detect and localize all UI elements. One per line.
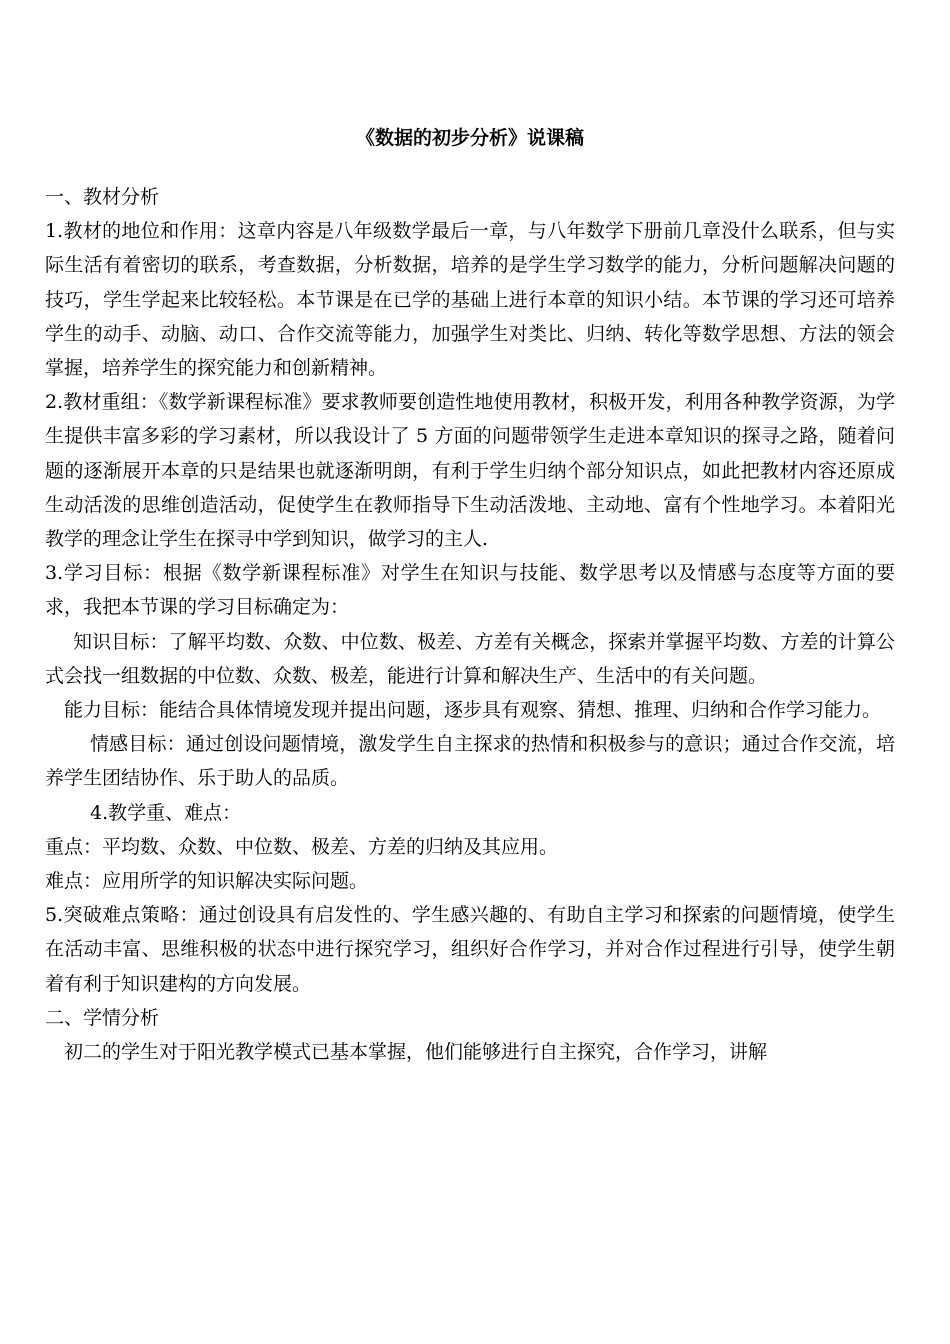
section-heading-textbook-analysis: 一、教材分析 (45, 186, 160, 208)
paragraph-knowledge-objective: 知识目标：了解平均数、众数、中位数、极差、方差有关概念，探索并掌握平均数、方差的计算公式会找一组数据的中位数、众数、极差，能进行计算和解决生产、生活中的有关问题。 (45, 630, 895, 687)
paragraph-textbook-reorganization: 2.教材重组：《数学新课程标准》要求教师要创造性地使用教材，积极开发，利用各种教学资源，为学生提供丰富多彩的学习素材，所以我设计了 5 方面的问题带领学生走进本章知识的探寻之路，随着问题的逐渐展开本章的只是结果也就逐渐明朗，有利于学生归纳个部分知识点，如此把教材内容还原成生动活泼的思维创造活动，促使学生在教师指导下生动活泼地、主动地、富有个性地学习。本着阳光教学的理念让学生在探寻中学到知识，做学习的主人. (45, 391, 895, 551)
section-heading-learner-analysis: 二、学情分析 (45, 1006, 160, 1029)
paragraph-difficult-points: 难点：应用所学的知识解决实际问题。 (45, 870, 369, 893)
paragraph-key-points: 重点：平均数、众数、中位数、极差、方差的归纳及其应用。 (45, 835, 559, 858)
paragraph-breakthrough-strategy: 5.突破难点策略：通过创设具有启发性的、学生感兴趣的、有助自主学习和探索的问题情境，使学生在活动丰富、思维积极的状态中进行探究学习，组织好合作学习，并对合作过程进行引导，使学生朝着有利于知识建构的方向发展。 (45, 904, 895, 995)
document-title: 《数据的初步分析》说课稿 (355, 127, 584, 149)
paragraph-learner-analysis: 初二的学生对于阳光教学模式已基本掌握，他们能够进行自主探究，合作学习，讲解 (64, 1041, 768, 1064)
paragraph-emotional-objective: 情感目标：通过创设问题情境，激发学生自主探求的热情和积极参与的意识；通过合作交流，培养学生团结协作、乐于助人的品质。 (45, 733, 895, 790)
document-body (45, 180, 895, 1069)
paragraph-textbook-role: 1.教材的地位和作用：这章内容是八年级数学最后一章，与八年数学下册前几章没什么联系，但与实际生活有着密切的联系，考查数据，分析数据，培养的是学生学习数学的能力，分析问题解决问题的技巧，学生学起来比较轻松。本节课是在已学的基础上进行本章的知识小结。本节课的学习还可培养学生的动手、动脑、动口、合作交流等能力，加强学生对类比、归纳、转化等数学思想、方法的领会掌握，培养学生的探究能力和创新精神。 (45, 220, 895, 380)
paragraph-learning-objectives: 3.学习目标：根据《数学新课程标准》对学生在知识与技能、数学思考以及情感与态度等方面的要求，我把本节课的学习目标确定为： (45, 562, 895, 619)
paragraph-ability-objective: 能力目标：能结合具体情境发现并提出问题，逐步具有观察、猜想、推理、归纳和合作学习能力。 (64, 699, 882, 722)
paragraph-key-difficult-points: 4.教学重、难点： (90, 801, 242, 824)
